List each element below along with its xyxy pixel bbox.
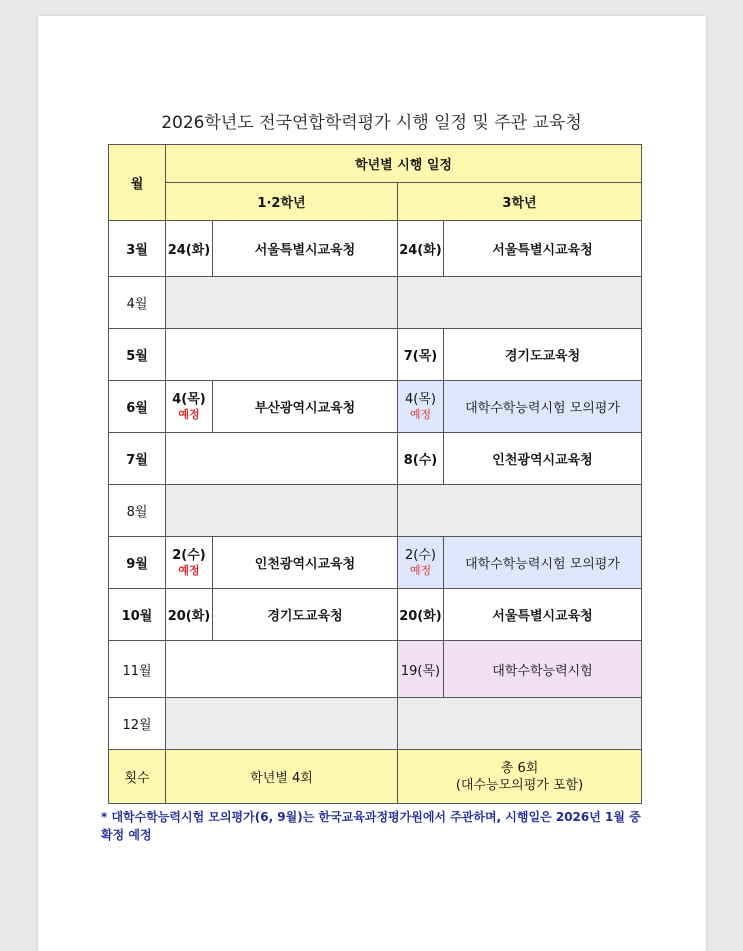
g3-date-cell [398, 537, 444, 589]
count-label: 횟수 [109, 750, 166, 804]
g3-organizer: 대학수학능력시험 모의평가 [444, 537, 642, 589]
g3-date: 19(목) [398, 641, 444, 698]
table-row [109, 221, 642, 277]
footnote: * 대학수학능력시험 모의평가(6, 9월)는 한국교육과정평가원에서 주관하며, 시행일은 2026년 1월 중 확정 예정 [101, 810, 641, 842]
month-cell: 6월 [109, 381, 166, 433]
table-row [109, 698, 642, 750]
g12-count: 학년별 4회 [166, 750, 398, 804]
month-cell: 11월 [109, 641, 166, 698]
table-row [109, 277, 642, 329]
g3-organizer: 인천광역시교육청 [444, 433, 642, 485]
g12-date-cell [166, 537, 213, 589]
month-cell: 10월 [109, 589, 166, 641]
table-row [109, 381, 642, 433]
g3-date-cell [398, 381, 444, 433]
g12-empty [166, 433, 398, 485]
g3-organizer: 대학수학능력시험 [444, 641, 642, 698]
header-schedule: 학년별 시행 일정 [166, 145, 642, 183]
header-grade-3: 3학년 [398, 183, 642, 221]
g3-count-cell [398, 750, 642, 804]
g12-organizer: 경기도교육청 [213, 589, 398, 641]
month-cell: 8월 [109, 485, 166, 537]
g3-date: 20(화) [398, 589, 444, 641]
tentative-badge: 예정 [178, 408, 200, 421]
month-cell: 9월 [109, 537, 166, 589]
g3-date: 4(목) [405, 392, 436, 407]
g3-date: 7(목) [398, 329, 444, 381]
month-cell: 7월 [109, 433, 166, 485]
month-cell: 3월 [109, 221, 166, 277]
g3-organizer: 대학수학능력시험 모의평가 [444, 381, 642, 433]
g3-organizer: 서울특별시교육청 [444, 221, 642, 277]
schedule-table [108, 144, 642, 804]
table-row [109, 589, 642, 641]
g3-organizer: 서울특별시교육청 [444, 589, 642, 641]
month-cell: 4월 [109, 277, 166, 329]
month-cell: 5월 [109, 329, 166, 381]
month-cell: 12월 [109, 698, 166, 750]
g3-date: 8(수) [398, 433, 444, 485]
g12-organizer: 서울특별시교육청 [213, 221, 398, 277]
g12-empty [166, 329, 398, 381]
g12-date: 2(수) [172, 548, 206, 563]
tentative-badge: 예정 [178, 564, 200, 577]
g12-date: 24(화) [166, 221, 213, 277]
g3-empty [398, 277, 642, 329]
g12-organizer: 부산광역시교육청 [213, 381, 398, 433]
g12-date: 4(목) [172, 392, 206, 407]
table-row [109, 641, 642, 698]
g12-date: 20(화) [166, 589, 213, 641]
table-row [109, 485, 642, 537]
g12-empty [166, 277, 398, 329]
g3-count-total: 총 6회 [500, 760, 539, 776]
g12-date-cell [166, 381, 213, 433]
tentative-badge: 예정 [409, 564, 432, 577]
table-row [109, 537, 642, 589]
g12-empty [166, 698, 398, 750]
g12-empty [166, 641, 398, 698]
g3-date: 2(수) [405, 548, 436, 563]
table-row [109, 433, 642, 485]
table-row [109, 329, 642, 381]
g3-empty [398, 698, 642, 750]
g12-empty [166, 485, 398, 537]
g3-empty [398, 485, 642, 537]
tentative-badge: 예정 [409, 408, 432, 421]
count-row [109, 750, 642, 804]
g12-organizer: 인천광역시교육청 [213, 537, 398, 589]
g3-date: 24(화) [398, 221, 444, 277]
document-title: 2026학년도 전국연합학력평가 시행 일정 및 주관 교육청 [161, 113, 582, 133]
header-month: 월 [109, 145, 166, 221]
g3-count-detail: (대수능모의평가 포함) [455, 777, 584, 793]
g3-organizer: 경기도교육청 [444, 329, 642, 381]
header-grade-1-2: 1·2학년 [166, 183, 398, 221]
